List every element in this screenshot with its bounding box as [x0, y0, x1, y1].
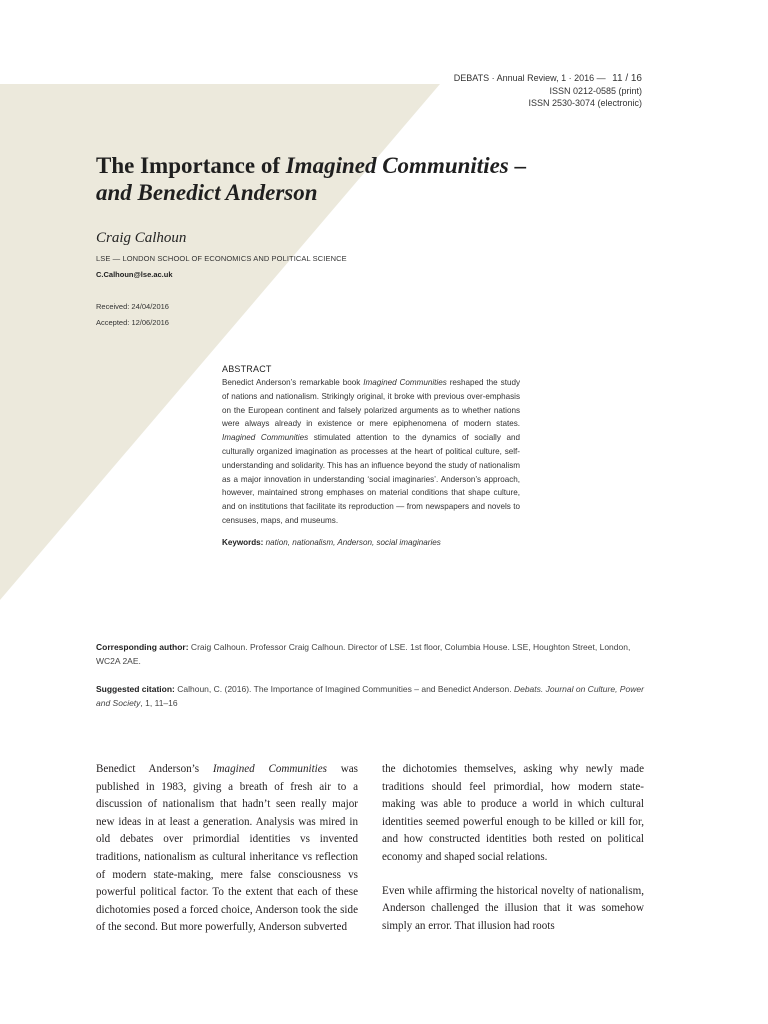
accepted-date: Accepted: 12/06/2016: [96, 318, 169, 327]
journal-name: DEBATS · Annual Review, 1 · 2016 —: [453, 73, 606, 83]
body-left-b: Imagined Communities: [212, 763, 327, 775]
body-paragraph-1: [96, 761, 358, 937]
title-part-3: –: [508, 153, 526, 178]
body-paragraph-2: Even while affirming the historical novelty of nationalism, Anderson challenged the illusion that it was somehow simply an error. That illusion had roots: [382, 884, 644, 932]
abstract-t2: Imagined Communities: [363, 378, 447, 387]
journal-line: [454, 72, 642, 85]
keywords-label: Keywords:: [222, 537, 264, 547]
abstract-t4: Imagined Communities: [222, 433, 309, 443]
author-name: Craig Calhoun: [96, 230, 187, 246]
page-number: 11 / 16: [612, 73, 642, 84]
citation-label: Suggested citation:: [96, 684, 175, 694]
title-line-2: and Benedict Anderson: [96, 180, 318, 205]
corresponding-label: Corresponding author:: [96, 642, 189, 652]
received-date: Received: 24/04/2016: [96, 302, 169, 311]
author-affiliation: LSE — LONDON SCHOOL OF ECONOMICS AND POLITICAL SCIENCE: [96, 254, 347, 263]
author-email[interactable]: C.Calhoun@lse.ac.uk: [96, 270, 173, 279]
abstract-t5: stimulated attention to the dynamics of socially and culturally organized imagination as processes at the heart of political culture, self-understanding and solidarity. This has an influence beyond the study of nationalism as a major innovation in understanding ‘social imaginaries’. Anderson’s approach, however, maintained strong emphases on material conditions that shape culture, and on institutions that facilitate its reproduction — from newspapers and novels to censuses, maps, and museums.: [222, 433, 520, 525]
article-title: [96, 152, 616, 206]
abstract-t1: Benedict Anderson’s remarkable book: [222, 378, 364, 387]
citation-text: Calhoun, C. (2016). The Importance of Imagined Communities – and Benedict Anderson.: [174, 684, 514, 694]
body-paragraph-1-continued: the dichotomies themselves, asking why newly made traditions should feel primordial, how modern state-making was able to produce a world in which cultural identities seemed powerful enough to be killed or kill for, and how constructed identities both rested on political economy and shaped social relations.: [382, 763, 644, 863]
body-left-a: Benedict Anderson’s: [96, 763, 213, 775]
citation-tail: , 1, 11–16: [140, 698, 178, 708]
abstract-text: [222, 376, 520, 528]
citation-journal: Debats. Journal on Culture, Power and Society: [96, 684, 644, 708]
title-part-2: Imagined Communities: [285, 153, 509, 178]
suggested-citation: [96, 682, 644, 710]
body-column-right: [382, 761, 644, 935]
abstract-heading: ABSTRACT: [222, 364, 272, 374]
corresponding-author: [96, 640, 644, 668]
abstract-section: [222, 364, 520, 547]
title-part-1: The Importance of: [96, 153, 286, 178]
journal-header: [454, 72, 642, 109]
submission-dates: [96, 299, 169, 331]
body-column-left: [96, 761, 358, 937]
issn-electronic: ISSN 2530-3074 (electronic): [528, 98, 642, 108]
body-left-c: was published in 1983, giving a breath of fresh air to a discussion of nationalism that hadn’t seen really major new ideas in at least a generation. Analysis was mired in old debates over primordial identities vs invented traditions, nationalism as cultural inheritance vs reflection of modern state-making, mere false consciousness vs powerful political factor. To the extent that each of these dichotomies posed a forced choice, Anderson took the side of the second. But more powerfully, Anderson subverted: [96, 763, 358, 934]
abstract-t3: reshaped the study of nations and nationalism. Strikingly original, it broke with previous over-emphasis on the European continent and falsely polarized arguments as to whether nations were always already in existence or mere epiphenomena of modern states.: [222, 378, 520, 429]
issn-print: ISSN 0212-0585 (print): [549, 86, 642, 96]
keywords-list: nation, nationalism, Anderson, social imaginaries: [263, 537, 441, 547]
corresponding-text: Craig Calhoun. Professor Craig Calhoun. Director of LSE. 1st floor, Columbia House. LSE, Houghton Street, London, WC2A 2AE.: [96, 642, 631, 666]
keywords: [222, 538, 520, 547]
